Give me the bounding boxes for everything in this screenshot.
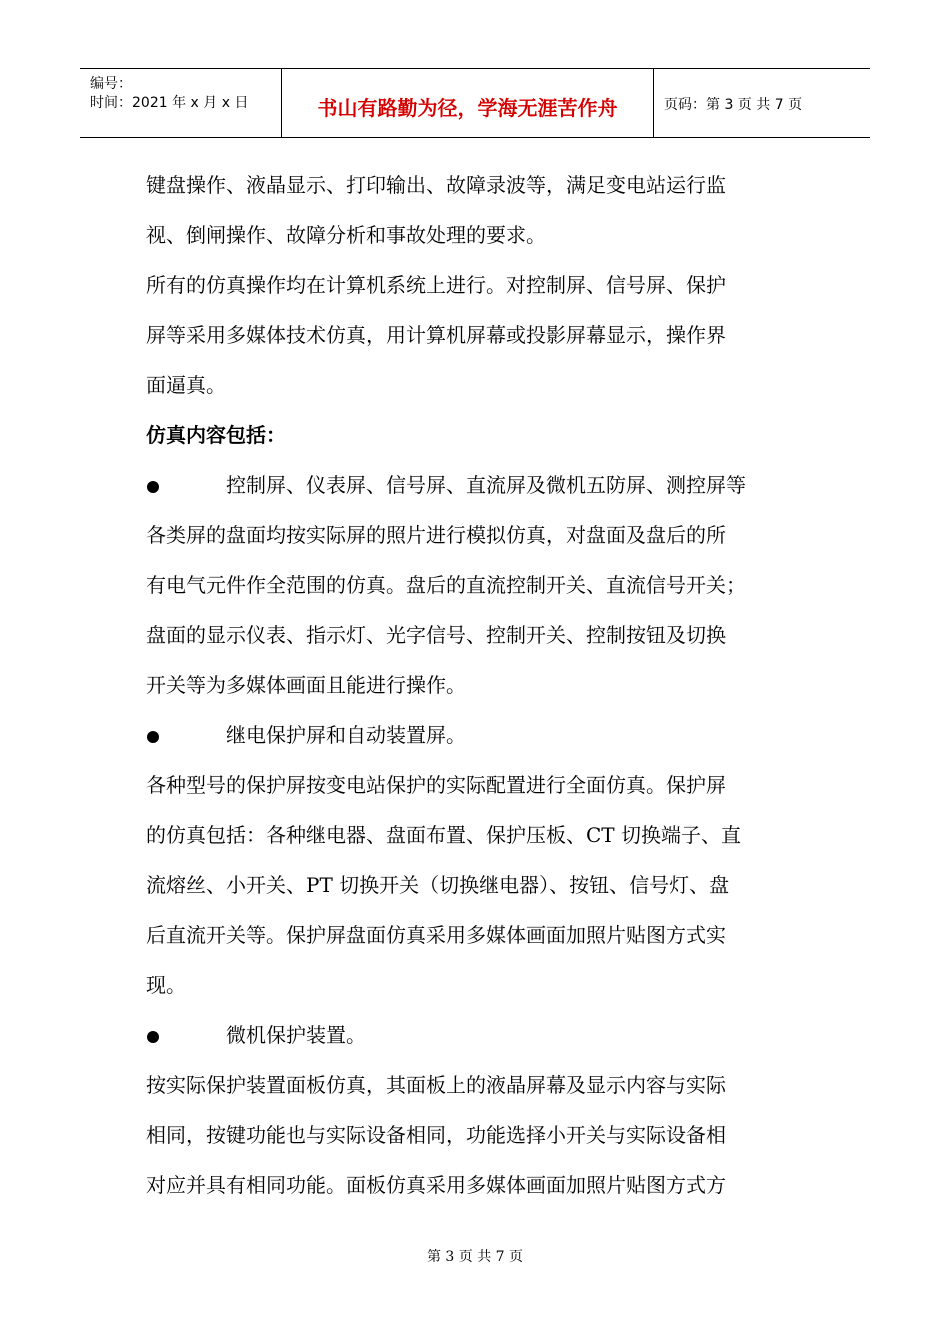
bullet-text: 继电保护屏和自动装置屏。 — [226, 723, 466, 747]
header-info-cell — [80, 69, 282, 137]
header-page-cell — [654, 69, 870, 137]
page-footer: 第 3 页 共 7 页 — [426, 1249, 524, 1265]
body-line: 后直流开关等。保护屏盘面仿真采用多媒体画面加照片贴图方式实 — [146, 923, 726, 947]
body-line: 现。 — [146, 973, 186, 997]
header-page-number: 页码：第 3 页 共 7 页 — [664, 97, 803, 113]
doc-date-label: 时间：2021 年 x 月 x 日 — [90, 95, 249, 111]
section-heading: 仿真内容包括： — [146, 423, 286, 447]
bullet-dot-icon — [147, 731, 159, 743]
bullet-item — [146, 1010, 816, 1060]
body-line: 按实际保护装置面板仿真，其面板上的液晶屏幕及显示内容与实际 — [146, 1073, 726, 1097]
body-line: 面逼真。 — [146, 373, 226, 397]
body-line: 对应并具有相同功能。面板仿真采用多媒体画面加照片贴图方式方 — [146, 1173, 726, 1197]
body-line: 开关等为多媒体画面且能进行操作。 — [146, 673, 466, 697]
bullet-item — [146, 460, 816, 510]
body-line: 的仿真包括：各种继电器、盘面布置、保护压板、CT 切换端子、直 — [146, 823, 741, 847]
page-header — [80, 68, 870, 138]
body-line: 有电气元件作全范围的仿真。盘后的直流控制开关、直流信号开关； — [146, 573, 746, 597]
bullet-item — [146, 710, 816, 760]
header-motto: 书山有路勤为径，学海无涯苦作舟 — [317, 96, 618, 120]
body-line: 所有的仿真操作均在计算机系统上进行。对控制屏、信号屏、保护 — [146, 273, 726, 297]
body-line: 流熔丝、小开关、PT 切换开关（切换继电器）、按钮、信号灯、盘 — [146, 873, 730, 897]
document-body — [146, 160, 816, 1210]
body-line: 键盘操作、液晶显示、打印输出、故障录波等，满足变电站运行监 — [146, 173, 726, 197]
header-motto-cell — [282, 69, 654, 137]
bullet-dot-icon — [147, 1031, 159, 1043]
bullet-dot-icon — [147, 481, 159, 493]
body-line: 各种型号的保护屏按变电站保护的实际配置进行全面仿真。保护屏 — [146, 773, 726, 797]
bullet-text: 微机保护装置。 — [226, 1023, 366, 1047]
bullet-text: 控制屏、仪表屏、信号屏、直流屏及微机五防屏、测控屏等 — [226, 473, 746, 497]
doc-number-label: 编号： — [90, 76, 132, 92]
body-line: 相同，按键功能也与实际设备相同，功能选择小开关与实际设备相 — [146, 1123, 726, 1147]
body-line: 视、倒闸操作、故障分析和事故处理的要求。 — [146, 223, 546, 247]
body-line: 盘面的显示仪表、指示灯、光字信号、控制开关、控制按钮及切换 — [146, 623, 726, 647]
body-line: 屏等采用多媒体技术仿真，用计算机屏幕或投影屏幕显示，操作界 — [146, 323, 726, 347]
body-line: 各类屏的盘面均按实际屏的照片进行模拟仿真，对盘面及盘后的所 — [146, 523, 726, 547]
